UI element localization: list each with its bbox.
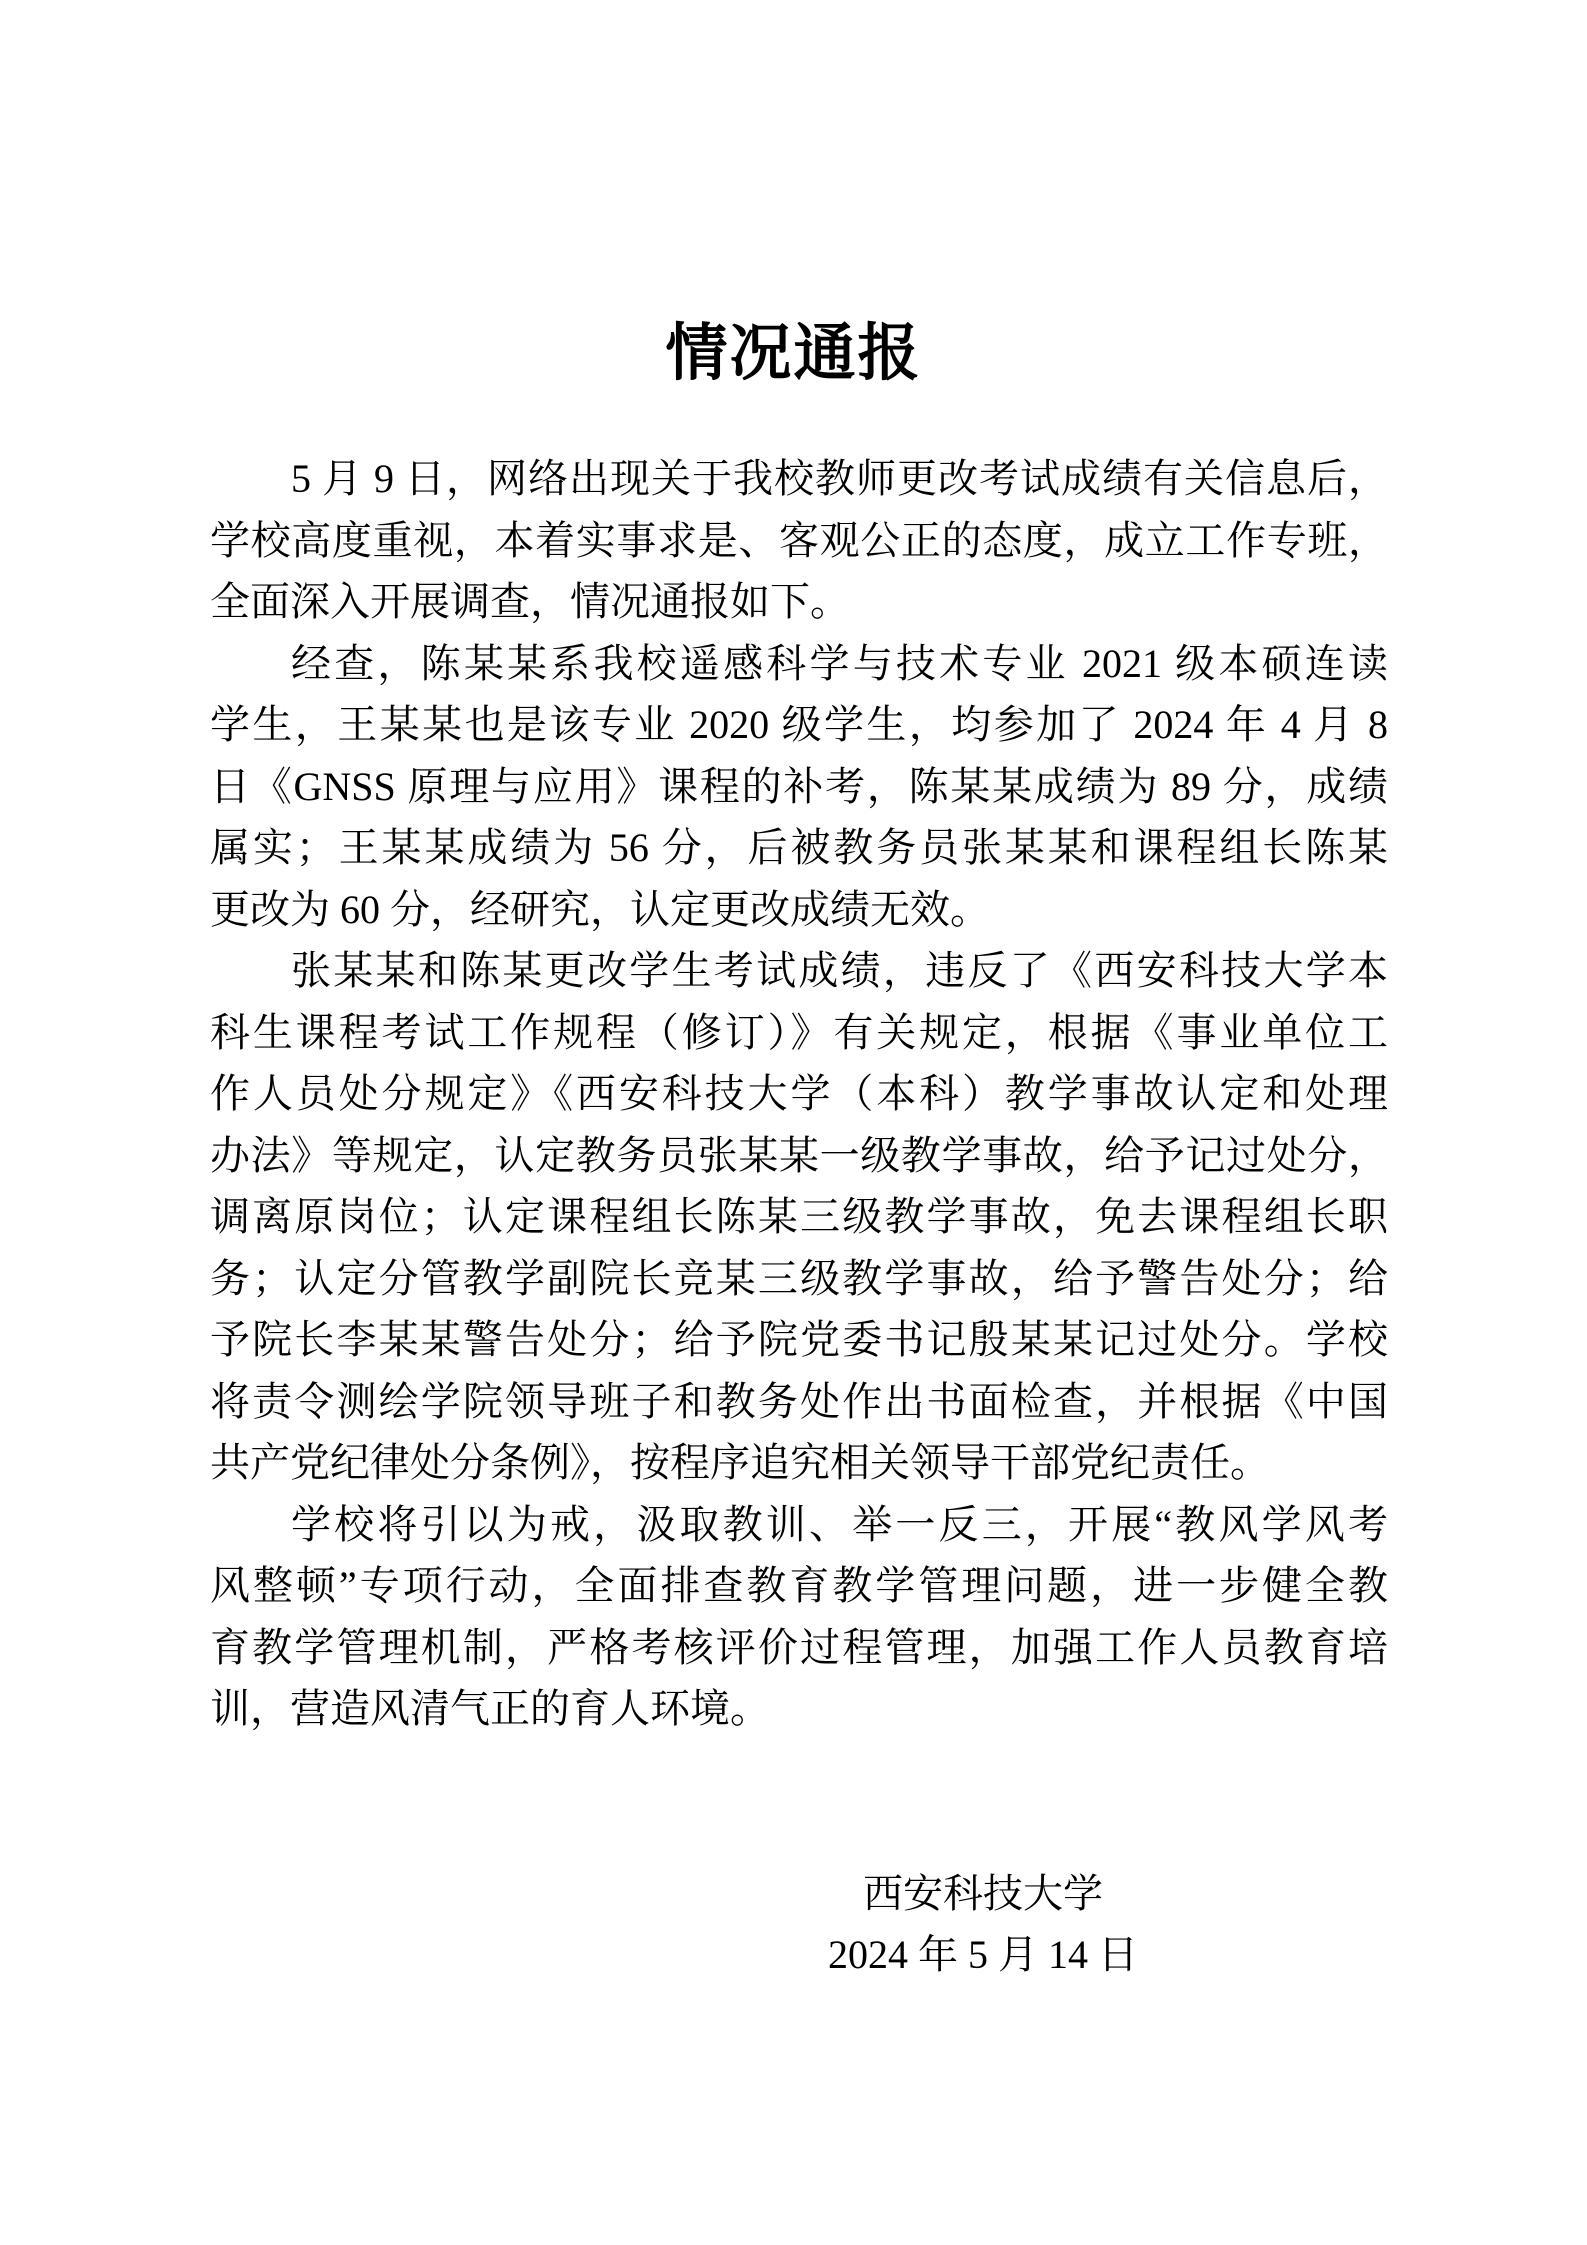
paragraph-4: [210, 1494, 1388, 1740]
paragraph-2: [210, 633, 1388, 941]
body-line: 办法》等规定，认定教务员张某某一级教学事故，给予记过处分，: [210, 1132, 1388, 1178]
paragraph-3: [210, 940, 1388, 1494]
signature-date: 2024 年 5 月 14 日: [828, 1932, 1138, 1977]
body-line: 更改为 60 分，经研究，认定更改成绩无效。: [210, 886, 990, 932]
body-line: 科生课程考试工作规程（修订）》有关规定，根据《事业单位工: [210, 1009, 1388, 1055]
body-line: 张某某和陈某更改学生考试成绩，违反了《西安科技大学本: [291, 948, 1388, 993]
body-line: 经查，陈某某系我校遥感科学与技术专业 2021 级本硕连读: [291, 640, 1388, 686]
body-line: 共产党纪律处分条例》，按程序追究相关领导干部党纪责任。: [210, 1440, 1270, 1485]
body-line: 育教学管理机制，严格考核评价过程管理，加强工作人员教育培: [210, 1624, 1388, 1670]
body-line: 5 月 9 日，网络出现关于我校教师更改考试成绩有关信息后，: [291, 456, 1388, 501]
body-line: 予院长李某某警告处分；给予院党委书记殷某某记过处分。学校: [210, 1317, 1388, 1362]
body-line: 日《GNSS 原理与应用》课程的补考，陈某某成绩为 89 分，成绩: [210, 763, 1388, 809]
document-title: 情况通报: [665, 320, 922, 388]
body-line: 调离原岗位；认定课程组长陈某三级教学事故，免去课程组长职: [210, 1194, 1388, 1239]
body-line: 学校高度重视，本着实事求是、客观公正的态度，成立工作专班，: [210, 517, 1388, 563]
body-line: 风整顿”专项行动，全面排查教育教学管理问题，进一步健全教: [210, 1563, 1388, 1608]
document-body: [210, 448, 1388, 1986]
body-line: 务；认定分管教学副院长竞某三级教学事故，给予警告处分；给: [210, 1255, 1388, 1301]
body-line: 全面深入开展调查，情况通报如下。: [210, 579, 850, 624]
signature-organization: 西安科技大学: [863, 1870, 1103, 1916]
body-line: 将责令测绘学院领导班子和教务处作出书面检查，并根据《中国: [210, 1378, 1388, 1424]
body-line: 学校将引以为戒，汲取教训、举一反三，开展“教风学风考: [291, 1501, 1388, 1547]
body-line: 属实；王某某成绩为 56 分，后被教务员张某某和课程组长陈某: [210, 825, 1388, 870]
paragraph-1: [210, 448, 1388, 633]
body-line: 学生，王某某也是该专业 2020 级学生，均参加了 2024 年 4 月 8: [210, 702, 1388, 747]
body-line: 作人员处分规定》《西安科技大学（本科）教学事故认定和处理: [210, 1071, 1388, 1116]
signature-block: [743, 1863, 1223, 1986]
body-line: 训，营造风清气正的育人环境。: [210, 1686, 770, 1731]
